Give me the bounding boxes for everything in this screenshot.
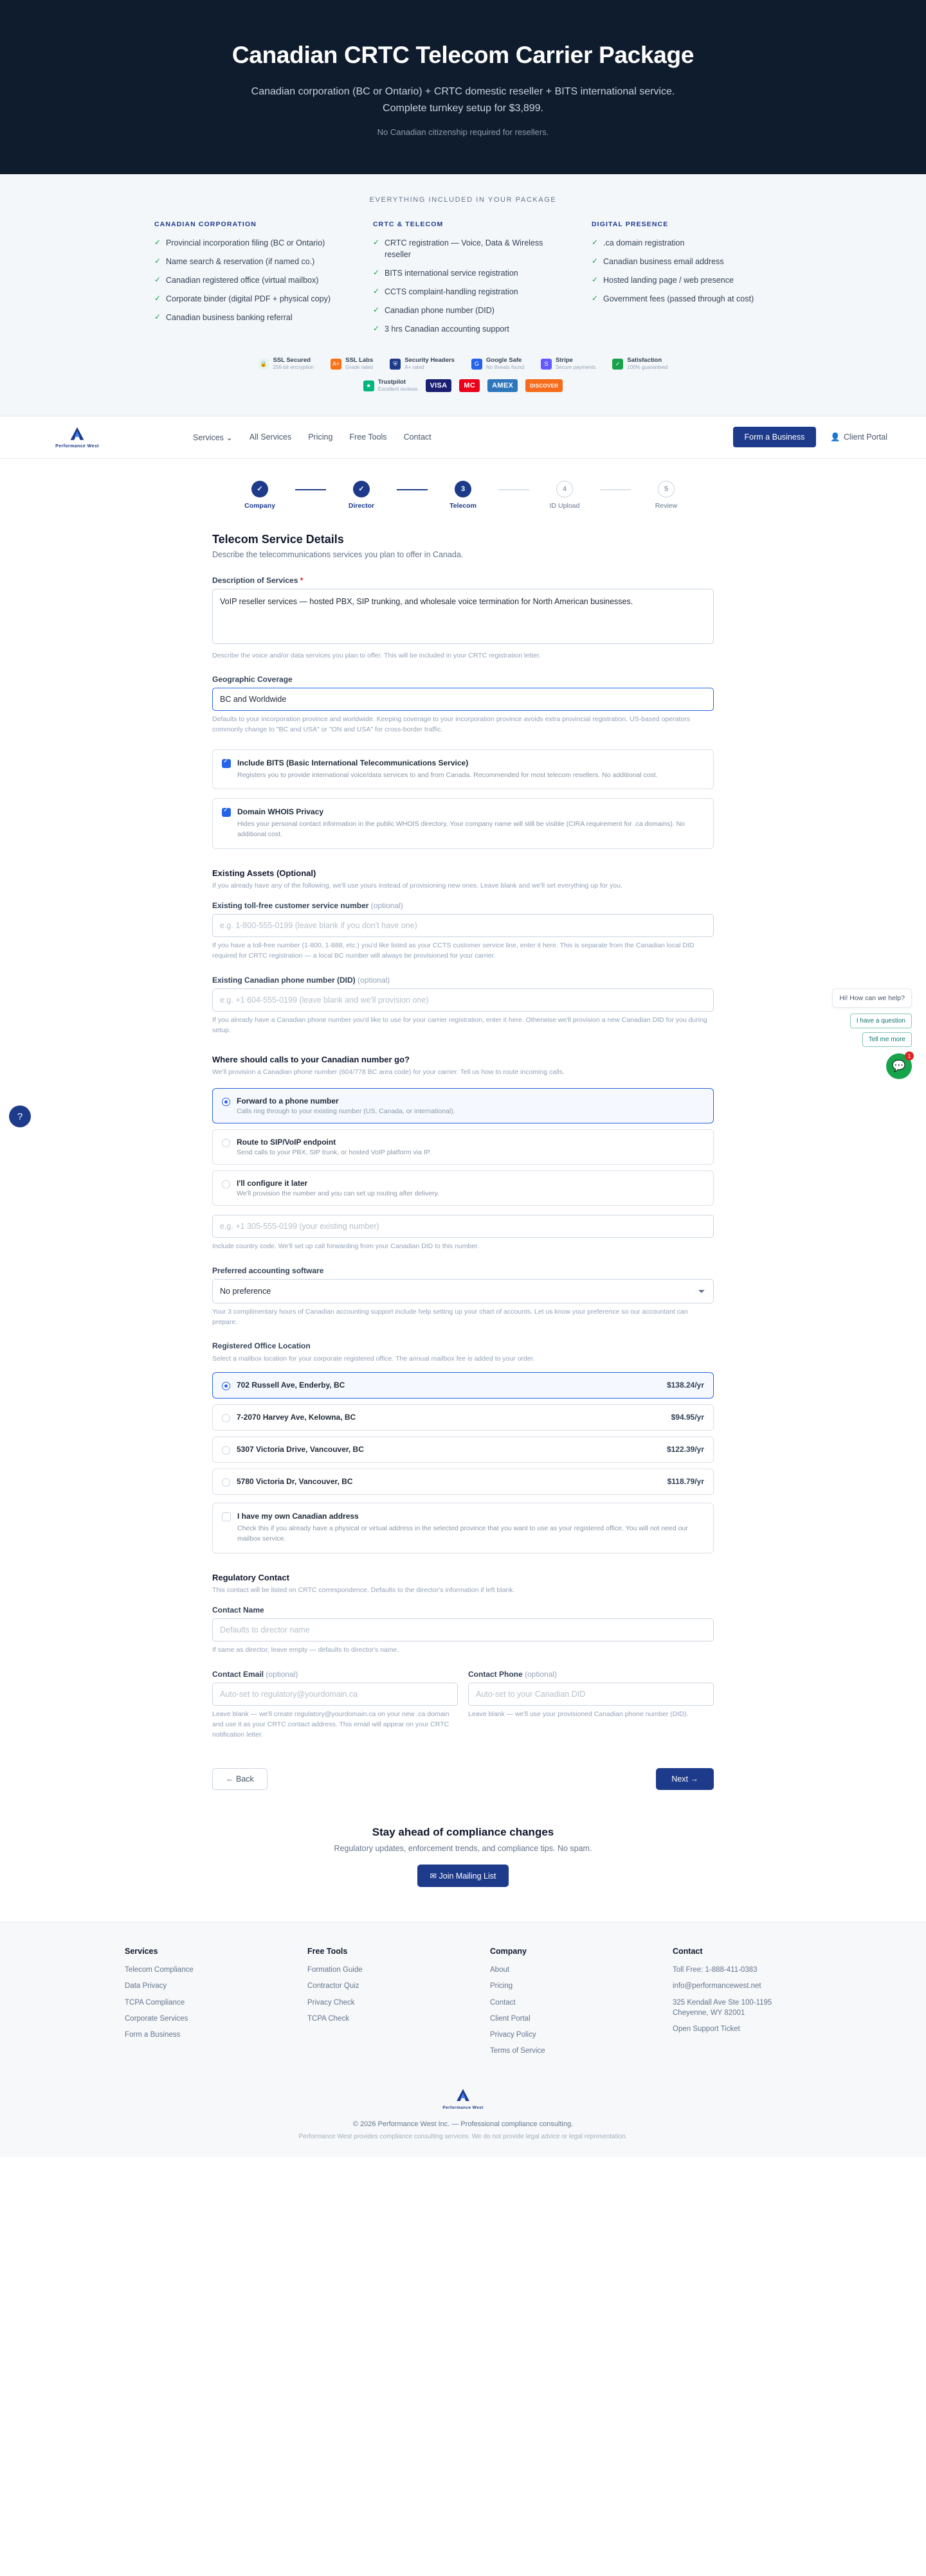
- contact-email-phone-row: [212, 1670, 714, 1740]
- office-option-kelowna[interactable]: [212, 1404, 714, 1431]
- package-column-title: CANADIAN CORPORATION: [154, 220, 257, 228]
- amex-icon: AMEX: [487, 379, 518, 392]
- existing-assets-description: If you already have any of the following, we'll use yours instead of provisioning new ones. Leave blank and we'll set everything up for you.: [212, 881, 622, 890]
- required-marker: *: [300, 575, 304, 585]
- routing-option-later[interactable]: [212, 1170, 714, 1206]
- office-radio[interactable]: [222, 1446, 230, 1454]
- check-icon: ✓: [154, 274, 161, 284]
- office-radio[interactable]: [222, 1414, 230, 1422]
- own-address-checkbox[interactable]: [222, 1512, 231, 1521]
- package-column-telecom: [373, 220, 553, 343]
- step-circle: 4: [556, 481, 573, 497]
- package-item-label: Canadian phone number (DID): [385, 306, 495, 316]
- regulatory-contact-desc: This contact will be listed on CRTC correspondence. Defaults to the director's information if left blank.: [212, 1586, 515, 1594]
- routing-radio[interactable]: [222, 1180, 230, 1188]
- contact-name-field: [212, 1606, 714, 1656]
- arrow-left-icon: ←: [226, 1775, 234, 1784]
- registered-office-field: [212, 1341, 714, 1553]
- own-address-card[interactable]: [212, 1503, 714, 1553]
- footer-column-company: [490, 1947, 619, 2062]
- office-price: $122.39/yr: [666, 1445, 704, 1454]
- badge-sub: Secure payments: [556, 364, 596, 371]
- office-option-enderby[interactable]: [212, 1372, 714, 1399]
- registered-office-desc: Select a mailbox location for your corporate registered office. The annual mailbox fee is added to your order.: [212, 1355, 535, 1363]
- nav-links: [193, 433, 431, 442]
- lock-icon: 🔒: [259, 359, 269, 370]
- package-item-label: Canadian business email address: [603, 256, 724, 266]
- badge-title: Google Safe: [486, 357, 522, 364]
- chat-greeting: Hi! How can we help?: [832, 988, 912, 1008]
- help-button[interactable]: [9, 1105, 31, 1127]
- footer-link[interactable]: TCPA Check: [307, 2014, 349, 2023]
- tollfree-label: [212, 901, 714, 910]
- whois-checkbox[interactable]: [222, 808, 231, 817]
- contact-email-input[interactable]: [212, 1683, 458, 1706]
- package-item-label: Name search & reservation (if named co.): [166, 256, 315, 266]
- discover-icon: DISCOVER: [525, 379, 563, 392]
- step-circle: 3: [455, 481, 471, 497]
- package-item-label: CRTC registration — Voice, Data & Wireless reseller: [385, 238, 543, 259]
- bits-description: Registers you to provide international voice/data services to and from Canada. Recommended for most telecom resellers. No additional cost.: [237, 771, 658, 779]
- footer-logo-text: Performance West: [442, 2105, 484, 2110]
- main-nav: [0, 416, 926, 459]
- footer-column-services: [125, 1947, 253, 2062]
- badge-title: Satisfaction: [627, 357, 662, 364]
- package-column-title: DIGITAL PRESENCE: [592, 220, 669, 228]
- routing-option-sip[interactable]: [212, 1129, 714, 1165]
- join-mailing-list-button[interactable]: [417, 1865, 509, 1887]
- check-icon: ✓: [592, 293, 599, 303]
- office-radio[interactable]: [222, 1382, 230, 1390]
- package-item-label: Canadian business banking referral: [166, 313, 293, 323]
- routing-option-desc: We'll provision the number and you can set up routing after delivery.: [237, 1190, 440, 1198]
- whois-description: Hides your personal contact information in the public WHOIS directory. Your company name will still be visible (CIRA requirement for .ca domains). No additional cost.: [237, 820, 685, 839]
- footer-support-ticket-link[interactable]: Open Support Ticket: [673, 2025, 740, 2033]
- tollfree-input[interactable]: [212, 914, 714, 937]
- footer-link[interactable]: Data Privacy: [125, 1982, 167, 1990]
- nav-link-contact[interactable]: Contact: [403, 433, 431, 442]
- back-label: Back: [235, 1775, 254, 1784]
- hero-section: [0, 0, 926, 174]
- regulatory-contact-title: Regulatory Contact: [212, 1572, 289, 1582]
- routing-radio[interactable]: [222, 1139, 230, 1147]
- footer-contact-email[interactable]: info@performancewest.net: [673, 1982, 761, 1990]
- step-id-upload[interactable]: [529, 481, 600, 510]
- step-connector: [498, 489, 529, 490]
- trust-badge-ssl-labs: [331, 357, 373, 370]
- hero-note: No Canadian citizenship required for resellers.: [377, 127, 549, 137]
- did-label-text: Existing Canadian phone number (DID): [212, 975, 356, 985]
- footer-columns: [122, 1947, 804, 2062]
- nav-link-label: Services: [193, 433, 224, 442]
- step-label: ID Upload: [549, 501, 580, 510]
- step-label: Company: [244, 501, 275, 510]
- package-item-label: BITS international service registration: [385, 268, 518, 278]
- check-icon: ✓: [154, 312, 161, 322]
- nav-right: [733, 427, 887, 447]
- footer-link[interactable]: Privacy Check: [307, 1998, 355, 2007]
- step-connector: [397, 489, 428, 490]
- newsletter-section: [0, 1790, 926, 1922]
- footer-column-title: Contact: [673, 1947, 703, 1956]
- user-icon: 👤: [830, 432, 840, 442]
- office-address: 5307 Victoria Drive, Vancouver, BC: [237, 1445, 364, 1454]
- office-address: 5780 Victoria Dr, Vancouver, BC: [237, 1477, 353, 1487]
- did-input[interactable]: [212, 988, 714, 1012]
- trust-badge-security-headers: [390, 357, 455, 370]
- routing-option-title: Route to SIP/VoIP endpoint: [237, 1138, 336, 1147]
- trustpilot-icon: ★: [363, 380, 374, 391]
- nav-link-services[interactable]: [193, 433, 233, 442]
- accounting-select[interactable]: [212, 1279, 714, 1303]
- tollfree-field: [212, 901, 714, 962]
- footer-column-title: Company: [490, 1947, 527, 1956]
- badge-sub: 100% guaranteed: [627, 364, 668, 371]
- check-icon: ✓: [373, 237, 380, 247]
- registered-office-label: Registered Office Location: [212, 1341, 311, 1351]
- footer-link[interactable]: Contractor Quiz: [307, 1982, 359, 1990]
- office-price: $138.24/yr: [666, 1381, 704, 1390]
- contact-name-label-text: Contact Name: [212, 1606, 264, 1615]
- office-address: 7-2070 Harvey Ave, Kelowna, BC: [237, 1413, 356, 1422]
- trust-badge-satisfaction: [612, 357, 667, 370]
- contact-phone-help: Leave blank — we'll use your provisioned Canadian phone number (DID).: [468, 1710, 689, 1719]
- package-item: [373, 305, 553, 316]
- step-review[interactable]: [631, 481, 702, 510]
- routing-option-desc: Calls ring through to your existing number (US, Canada, or international).: [237, 1107, 455, 1116]
- badge-title: SSL Secured: [273, 357, 311, 364]
- contact-email-label: [212, 1670, 458, 1679]
- mail-icon: ✉: [430, 1872, 437, 1881]
- step-circle: ✓: [353, 481, 370, 497]
- office-option-victoria-dr[interactable]: [212, 1469, 714, 1495]
- trust-badge-ssl: [259, 357, 314, 370]
- contact-name-input[interactable]: [212, 1618, 714, 1641]
- footer-link[interactable]: Telecom Compliance: [125, 1966, 194, 1974]
- package-column-corporation: [154, 220, 334, 343]
- package-item: [373, 267, 553, 279]
- package-item: [154, 274, 334, 286]
- footer-copyright: © 2026 Performance West Inc. — Professional compliance consulting.: [352, 2120, 574, 2128]
- step-director[interactable]: [326, 481, 397, 510]
- payment-row: [26, 375, 900, 409]
- contact-email-help: Leave blank — we'll create regulatory@yourdomain.ca on your new .ca domain and use it as your CRTC contact address. This email will appear on your CRTC notification letter.: [212, 1710, 449, 1739]
- description-help: Describe the voice and/or data services you plan to offer. This will be included in your CRTC registration letter.: [212, 651, 541, 659]
- package-item-label: Canadian registered office (virtual mailbox): [166, 275, 319, 285]
- form-wizard: [212, 459, 714, 1791]
- step-connector: [295, 489, 326, 490]
- next-button[interactable]: [656, 1768, 714, 1790]
- geographic-coverage-help: Defaults to your incorporation province and worldwide. Keeping coverage to your incorporation province avoids extra provincial registration. US-based operators commonly change to "BC and USA" or "ON and USA" for cross-border traffic.: [212, 715, 690, 734]
- question-mark-icon: ?: [17, 1111, 23, 1122]
- visa-icon: VISA: [426, 379, 452, 392]
- badge-sub: Excellent reviews: [377, 386, 418, 393]
- optional-marker: (optional): [525, 1670, 558, 1679]
- footer-link[interactable]: About: [490, 1966, 510, 1974]
- optional-marker: (optional): [370, 901, 403, 911]
- step-label: Director: [348, 501, 375, 510]
- package-heading: EVERYTHING INCLUDED IN YOUR PACKAGE: [369, 195, 557, 204]
- stripe-icon: S: [541, 359, 552, 370]
- package-item-label: .ca domain registration: [603, 238, 685, 247]
- package-item: [373, 237, 553, 260]
- check-icon: ✓: [154, 256, 161, 265]
- package-item-label: 3 hrs Canadian accounting support: [385, 325, 509, 334]
- section-description: Describe the telecommunications services you plan to offer in Canada.: [212, 550, 464, 559]
- footer-link[interactable]: Client Portal: [490, 2014, 531, 2023]
- chat-unread-badge: 1: [905, 1051, 914, 1060]
- did-field: [212, 976, 714, 1036]
- chat-option-tell-me-more[interactable]: Tell me more: [862, 1032, 912, 1047]
- geographic-coverage-label: Geographic Coverage: [212, 675, 293, 684]
- description-label-text: Description of Services: [212, 575, 298, 585]
- whois-title: Domain WHOIS Privacy: [237, 807, 324, 817]
- footer-disclaimer: Performance West provides compliance consulting services. We do not provide legal advice or legal representation.: [298, 2133, 628, 2140]
- client-portal-link[interactable]: [830, 433, 887, 442]
- package-item: [592, 256, 772, 267]
- badge-sub: A+ rated: [404, 364, 424, 371]
- geographic-coverage-input[interactable]: [212, 688, 714, 711]
- footer-link[interactable]: Privacy Policy: [490, 2030, 536, 2039]
- trust-badge-stripe: [541, 357, 595, 370]
- footer-column-contact: [673, 1947, 801, 2062]
- routing-option-desc: Send calls to your PBX, SIP trunk, or hosted VoIP platform via IP.: [237, 1149, 431, 1157]
- footer-link[interactable]: TCPA Compliance: [125, 1998, 185, 2007]
- chat-option-question[interactable]: I have a question: [850, 1014, 912, 1028]
- routing-number-help: Include country code. We'll set up call forwarding from your Canadian DID to this number.: [212, 1242, 480, 1251]
- footer-contact-address: 325 Kendall Ave Ste 100-1195 Cheyenne, WY 82001: [673, 1998, 772, 2017]
- routing-number-field: [212, 1215, 714, 1252]
- routing-option-forward[interactable]: [212, 1088, 714, 1123]
- accounting-field: [212, 1266, 714, 1328]
- chevron-down-icon: ⌄: [226, 433, 233, 442]
- contact-phone-label-text: Contact Phone: [468, 1670, 523, 1679]
- did-label: [212, 976, 714, 985]
- office-address: 702 Russell Ave, Enderby, BC: [237, 1381, 345, 1390]
- routing-option-title: Forward to a phone number: [237, 1096, 339, 1106]
- check-icon: ✓: [592, 256, 599, 265]
- contact-phone-input[interactable]: [468, 1683, 714, 1706]
- bits-checkbox-card[interactable]: [212, 749, 714, 789]
- routing-option-title: I'll configure it later: [237, 1179, 308, 1188]
- back-button[interactable]: [212, 1768, 268, 1790]
- footer-link[interactable]: Terms of Service: [490, 2046, 545, 2055]
- google-safe-icon: G: [471, 359, 482, 370]
- description-label: [212, 576, 714, 585]
- newsletter-title: Stay ahead of compliance changes: [372, 1826, 554, 1839]
- footer-column-title: Free Tools: [307, 1947, 348, 1956]
- bits-title: Include BITS (Basic International Telecommunications Service): [237, 758, 469, 767]
- shield-icon: ⛨: [390, 359, 401, 370]
- footer-link[interactable]: Form a Business: [125, 2030, 181, 2039]
- satisfaction-icon: ✓: [612, 359, 623, 370]
- logo-mark-icon: [67, 425, 87, 442]
- form-a-business-button[interactable]: Form a Business: [733, 427, 817, 447]
- footer-link[interactable]: Pricing: [490, 1982, 513, 1990]
- nav-link-pricing[interactable]: Pricing: [308, 433, 333, 442]
- form-actions: [212, 1768, 714, 1790]
- step-company[interactable]: [224, 481, 295, 510]
- footer-contact-phone: Toll Free: 1-888-411-0383: [673, 1966, 758, 1974]
- routing-title: Where should calls to your Canadian number go?: [212, 1055, 410, 1065]
- check-icon: ✓: [373, 324, 380, 334]
- accounting-help: Your 3 complimentary hours of Canadian accounting support include help setting up your chart of accounts. Let us know your preference so our accountant can prepare.: [212, 1307, 688, 1326]
- did-help: If you already have a Canadian phone number you'd like to use for your carrier registration, enter it here. Otherwise we'll provision a new Canadian DID for you during setup.: [212, 1015, 707, 1034]
- check-icon: ✓: [154, 293, 161, 303]
- contact-name-label: [212, 1606, 714, 1614]
- description-textarea[interactable]: [212, 589, 714, 644]
- mastercard-icon: MC: [459, 379, 480, 392]
- hero-subtitle: Canadian corporation (BC or Ontario) + CRTC domestic reseller + BITS international service. Complete turnkey setup for $3,899.: [251, 86, 675, 114]
- trust-badges: [26, 342, 900, 375]
- own-address-desc: Check this if you already have a physical or virtual address in the selected province that you want to use as your registered office. You will not need our mailbox service.: [237, 1525, 688, 1543]
- badge-sub: Grade rated: [345, 364, 373, 371]
- footer-column-free-tools: [307, 1947, 436, 2062]
- office-price: $94.95/yr: [671, 1413, 704, 1422]
- accounting-label: Preferred accounting software: [212, 1266, 324, 1275]
- contact-phone-label: [468, 1670, 714, 1679]
- trustpilot-badge: [363, 379, 418, 392]
- package-item: [154, 256, 334, 267]
- chat-icon: 💬: [892, 1060, 906, 1072]
- own-address-title: I have my own Canadian address: [237, 1512, 359, 1521]
- office-price: $118.79/yr: [667, 1477, 704, 1487]
- contact-email-label-text: Contact Email: [212, 1670, 264, 1679]
- join-mailing-list-label: Join Mailing List: [439, 1872, 496, 1881]
- newsletter-desc: Regulatory updates, enforcement trends, and compliance tips. No spam.: [334, 1844, 592, 1854]
- bits-checkbox[interactable]: [222, 759, 231, 768]
- nav-link-free-tools[interactable]: Free Tools: [349, 433, 387, 442]
- package-item-label: CCTS complaint-handling registration: [385, 287, 518, 296]
- badge-title: SSL Labs: [345, 357, 374, 364]
- contact-phone-field: [468, 1670, 714, 1740]
- footer-link[interactable]: Corporate Services: [125, 2014, 188, 2023]
- check-icon: ✓: [373, 286, 380, 296]
- package-item: [592, 293, 772, 305]
- footer-column-title: Services: [125, 1947, 158, 1956]
- contact-email-field: [212, 1670, 458, 1740]
- package-item-label: Provincial incorporation filing (BC or Ontario): [166, 238, 325, 247]
- check-icon: ✓: [592, 237, 599, 247]
- office-radio[interactable]: [222, 1478, 230, 1487]
- badge-title: Stripe: [556, 357, 573, 364]
- chat-launcher-button[interactable]: [886, 1053, 912, 1079]
- package-columns: [125, 220, 801, 343]
- footer-link[interactable]: Formation Guide: [307, 1966, 363, 1974]
- footer-logo-icon: [453, 2088, 473, 2103]
- stepper: [212, 481, 714, 510]
- ssl-labs-icon: A+: [331, 359, 341, 370]
- badge-title: Security Headers: [404, 357, 455, 364]
- package-item-label: Corporate binder (digital PDF + physical copy): [166, 294, 331, 303]
- badge-sub: 256-bit encryption: [273, 364, 314, 371]
- footer-link[interactable]: Contact: [490, 1998, 516, 2007]
- nav-link-all-services[interactable]: All Services: [249, 433, 292, 442]
- routing-description: We'll provision a Canadian phone number (604/778 BC area code) for your carrier. Tell us how to route incoming calls.: [212, 1068, 565, 1077]
- package-column-digital: [592, 220, 772, 343]
- tollfree-help: If you have a toll-free number (1-800, 1-888, etc.) you'd like listed as your CCTS customer service line, enter it here. This is separate from the Canadian local DID required for CRTC registration — a local BC number will always be provisioned for your carrier.: [212, 942, 694, 960]
- description-of-services-field: [212, 576, 714, 661]
- package-item-label: Hosted landing page / web presence: [603, 275, 734, 285]
- step-telecom[interactable]: [428, 481, 498, 510]
- footer-bottom: [0, 2088, 926, 2140]
- step-label: Telecom: [449, 501, 477, 510]
- check-icon: ✓: [592, 274, 599, 284]
- page-title: Canadian CRTC Telecom Carrier Package: [232, 42, 694, 68]
- routing-radio[interactable]: [222, 1098, 230, 1106]
- footer: [0, 1922, 926, 2157]
- geographic-coverage-field: [212, 675, 714, 735]
- package-item: [154, 237, 334, 249]
- step-label: Review: [655, 501, 678, 510]
- package-item: [154, 312, 334, 323]
- badge-title: Trustpilot: [377, 379, 406, 386]
- logo-text: Performance West: [55, 444, 99, 449]
- package-column-title: CRTC & TELECOM: [373, 220, 444, 228]
- routing-number-input[interactable]: [212, 1215, 714, 1238]
- section-title: Telecom Service Details: [212, 532, 344, 546]
- contact-name-help: If same as director, leave empty — defaults to director's name.: [212, 1646, 399, 1654]
- package-item-label: Government fees (passed through at cost): [603, 294, 754, 303]
- step-circle: 5: [658, 481, 675, 497]
- logo[interactable]: [39, 425, 116, 449]
- step-circle: ✓: [251, 481, 268, 497]
- package-item: [373, 286, 553, 298]
- package-item: [373, 323, 553, 335]
- badge-sub: No threats found: [486, 364, 525, 371]
- tollfree-label-text: Existing toll-free customer service number: [212, 901, 369, 911]
- chat-widget: [790, 988, 912, 1079]
- office-option-victoria-drive[interactable]: [212, 1436, 714, 1463]
- next-label: Next: [671, 1775, 689, 1784]
- client-portal-label: Client Portal: [843, 433, 887, 442]
- package-item: [592, 274, 772, 286]
- trust-badge-google-safe: [471, 357, 524, 370]
- check-icon: ✓: [373, 305, 380, 315]
- check-icon: ✓: [154, 237, 161, 247]
- step-connector: [600, 489, 631, 490]
- existing-assets-title: Existing Assets (Optional): [212, 868, 316, 878]
- optional-marker: (optional): [266, 1670, 298, 1679]
- optional-marker: (optional): [358, 975, 390, 985]
- package-item: [154, 293, 334, 305]
- package-item: [592, 237, 772, 249]
- arrow-right-icon: →: [690, 1775, 698, 1784]
- package-section: [0, 174, 926, 416]
- whois-checkbox-card[interactable]: [212, 798, 714, 849]
- check-icon: ✓: [373, 267, 380, 277]
